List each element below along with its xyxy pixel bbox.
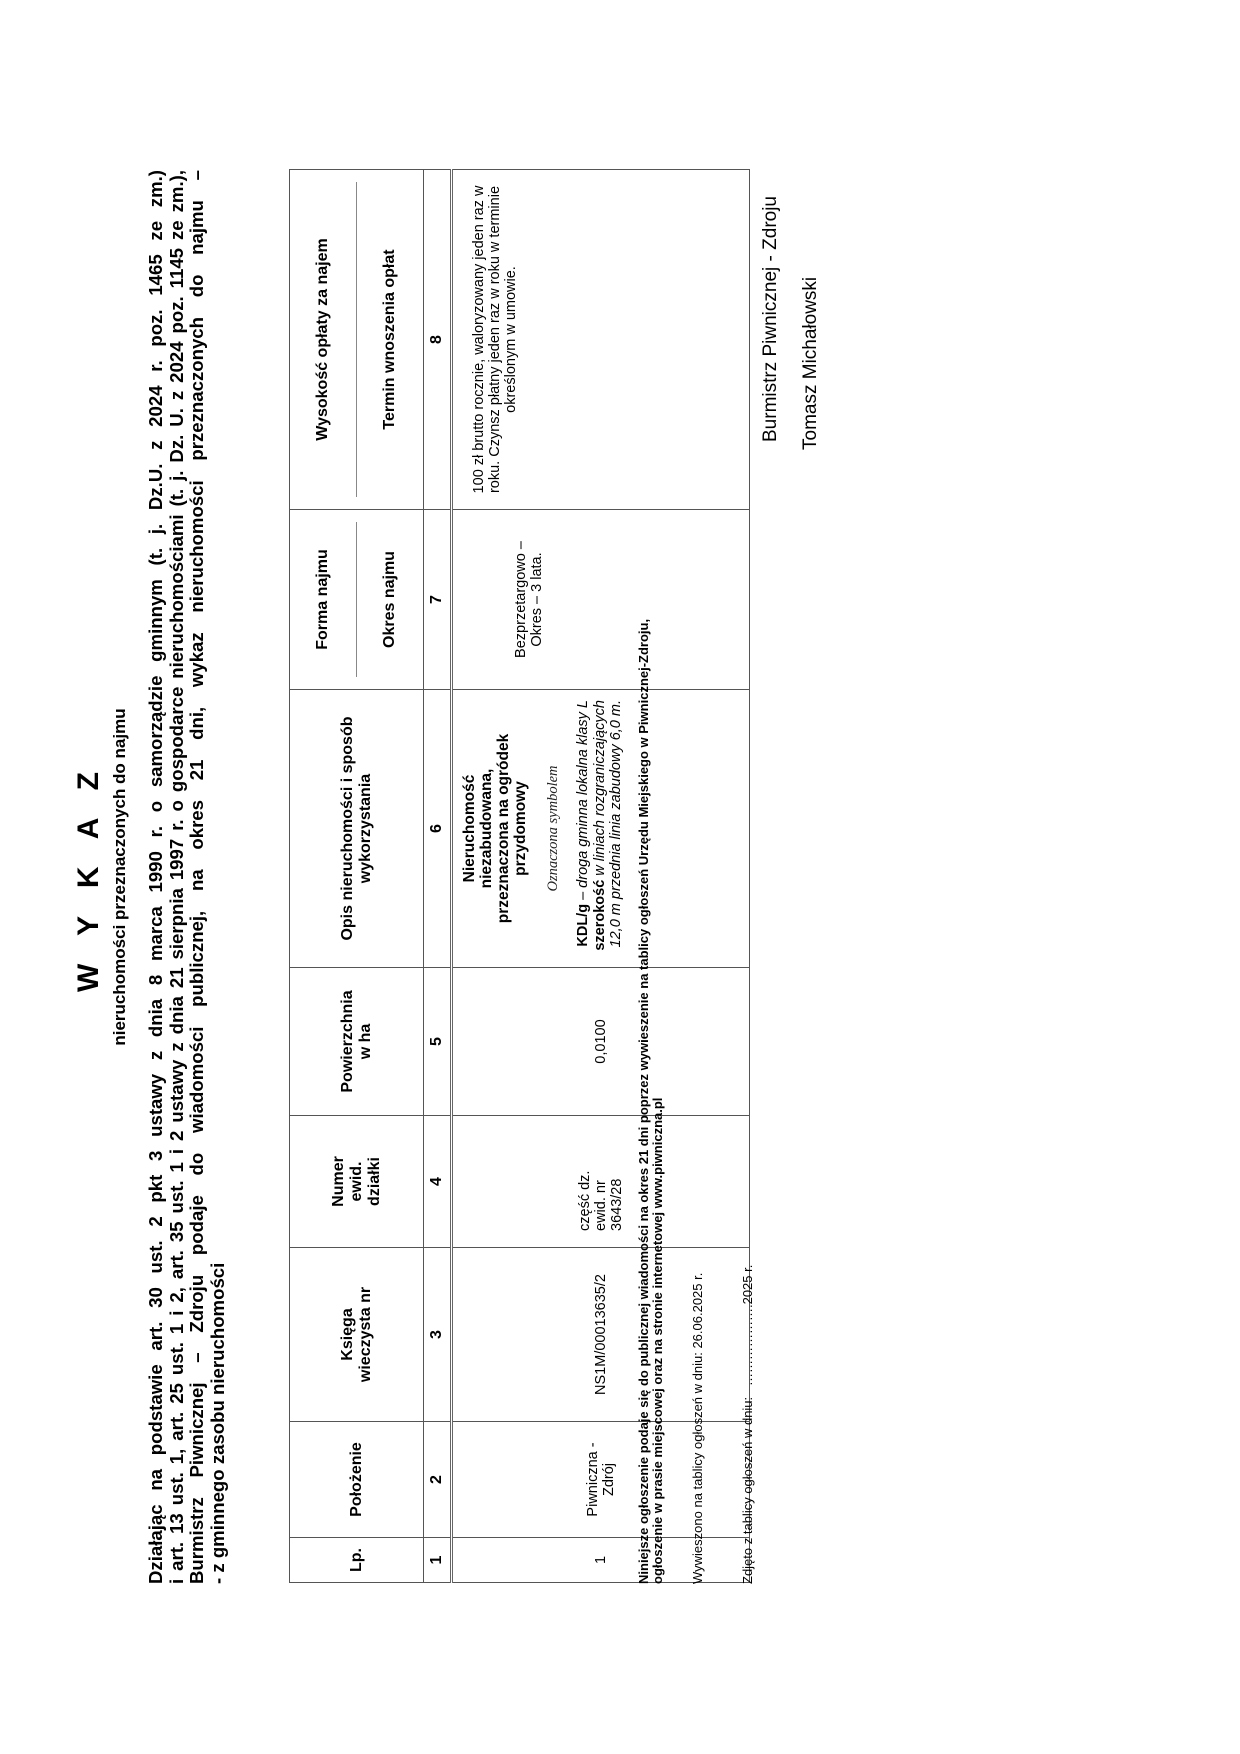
cell-numer (452, 1116, 750, 1248)
header-opis-label: Opis nieruchomości i sposób wykorzystania (338, 716, 374, 941)
header-ksiega-label: Księga wieczysta nr (338, 1286, 374, 1383)
notice-line-2: ogłoszenie w prasie miejscowej oraz na stronie internetowej www.piwniczna.pl (649, 1097, 665, 1584)
cell-polozenie-text: Piwniczna - Zdrój (585, 1442, 617, 1517)
header-termin: Termin wnoszenia opłat (381, 249, 398, 430)
header-numer-label: Numer ewid. działki (329, 1156, 383, 1207)
header-powierzchnia-label: Powierzchnia w ha (338, 990, 374, 1093)
signature-name: Tomasz Michałowski (800, 276, 821, 450)
opis-main: Nieruchomość niezabudowana, przeznaczona na ogródek przydomowy (461, 733, 529, 924)
header-okres: Okres najmu (381, 551, 398, 648)
cell-opis (452, 690, 750, 968)
column-number-row (424, 170, 452, 1583)
cell-lp: 1 (452, 1538, 750, 1583)
signature-office: Burmistrz Piwnicznej - Zdroju (760, 196, 781, 442)
header-lp: Lp. (290, 1538, 424, 1583)
cell-forma (452, 510, 750, 690)
opis-kdl-bold: szerokość (591, 879, 608, 951)
header-numer (290, 1116, 424, 1248)
column-number: 8 (424, 170, 452, 510)
opis-kdl (575, 690, 625, 967)
header-forma: Forma najmu (290, 522, 357, 677)
cell-oplata (452, 170, 750, 510)
cell-forma-text: Bezprzetargowo – Okres – 3 lata. (513, 541, 545, 658)
opis-symbol: Oznaczona symbolem (545, 765, 561, 892)
posted-date: Wywieszono na tablicy ogłoszeń w dniu: 26.06.2025 r. (690, 1272, 705, 1584)
removed-date: Zdjęto z tablicy ogłoszeń w dniu: ……………….2025 r. (740, 1264, 755, 1584)
header-powierzchnia (290, 968, 424, 1116)
intro-line: Działając na podstawie art. 30 ust. 2 pkt 3 ustawy z dnia 8 marca 1990 r. o samorządzie gminnym (t. j. Dz.U. z 2024 r. poz. 1465 ze zm.) (145, 170, 166, 1584)
column-number: 5 (424, 968, 452, 1116)
opis-kdl-text-2: w liniach rozgraniczających 12,0 m przednia linia zabudowy 6,0 m. (591, 700, 624, 948)
opis-kdl-code: KDL/g (575, 903, 591, 947)
intro-line: - z gminnego zasobu nieruchomości (206, 1262, 228, 1584)
header-wysokosc: Wysokość opłaty za najem (290, 182, 357, 497)
header-forma-cell (290, 510, 424, 690)
intro-line: i art. 13 ust. 1, art. 25 ust. 1 i 2, art. 35 ust. 1 i 2 ustawy z dnia 21 sierpnia 1997 r. o gospodarce nieruchomościami (t. j. Dz. U. z 2024 poz. 1145 ze zm.), (165, 170, 187, 1584)
property-table (289, 169, 750, 1583)
intro-paragraph (146, 170, 228, 1584)
document-title: W Y K A Z (72, 762, 105, 993)
column-number: 6 (424, 690, 452, 968)
column-number: 4 (424, 1116, 452, 1248)
column-number: 2 (424, 1422, 452, 1538)
header-ksiega (290, 1248, 424, 1422)
document-subtitle: nieruchomości przeznaczonych do najmu (110, 708, 129, 1046)
column-number: 1 (424, 1538, 452, 1583)
cell-numer-text: część dz. ewid. nr 3643/28 (577, 1170, 625, 1231)
header-polozenie: Położenie (290, 1422, 424, 1538)
header-wysokosc-cell (290, 170, 424, 510)
column-number: 3 (424, 1248, 452, 1422)
cell-powierzchnia: 0,0100 (452, 968, 750, 1116)
table-header-row (290, 170, 424, 1583)
intro-line: Burmistrz Piwnicznej – Zdroju podaje do wiadomości publicznej, na okres 21 dni, wykaz nieruchomości przeznaczonych do najmu – (186, 170, 207, 1584)
notice-line-1: Niniejsze ogłoszenie podaje się do publicznej wiadomości na okres 21 dni poprzez wywieszenie na tablicy ogłoszeń Urzędu Miejskiego w Piwnicznej-Zdroju, (636, 618, 651, 1584)
column-number: 7 (424, 510, 452, 690)
header-opis (290, 690, 424, 968)
cell-ksiega: NS1M/00013635/2 (452, 1248, 750, 1422)
cell-oplata-text: 100 zł brutto rocznie, waloryzowany jeden raz w roku. Czynsz płatny jeden raz w roku w terminie określonym w umowie. (471, 185, 519, 494)
notice-text (637, 284, 664, 1584)
opis-kdl-text-1: – droga gminna lokalna klasy L (575, 700, 591, 904)
